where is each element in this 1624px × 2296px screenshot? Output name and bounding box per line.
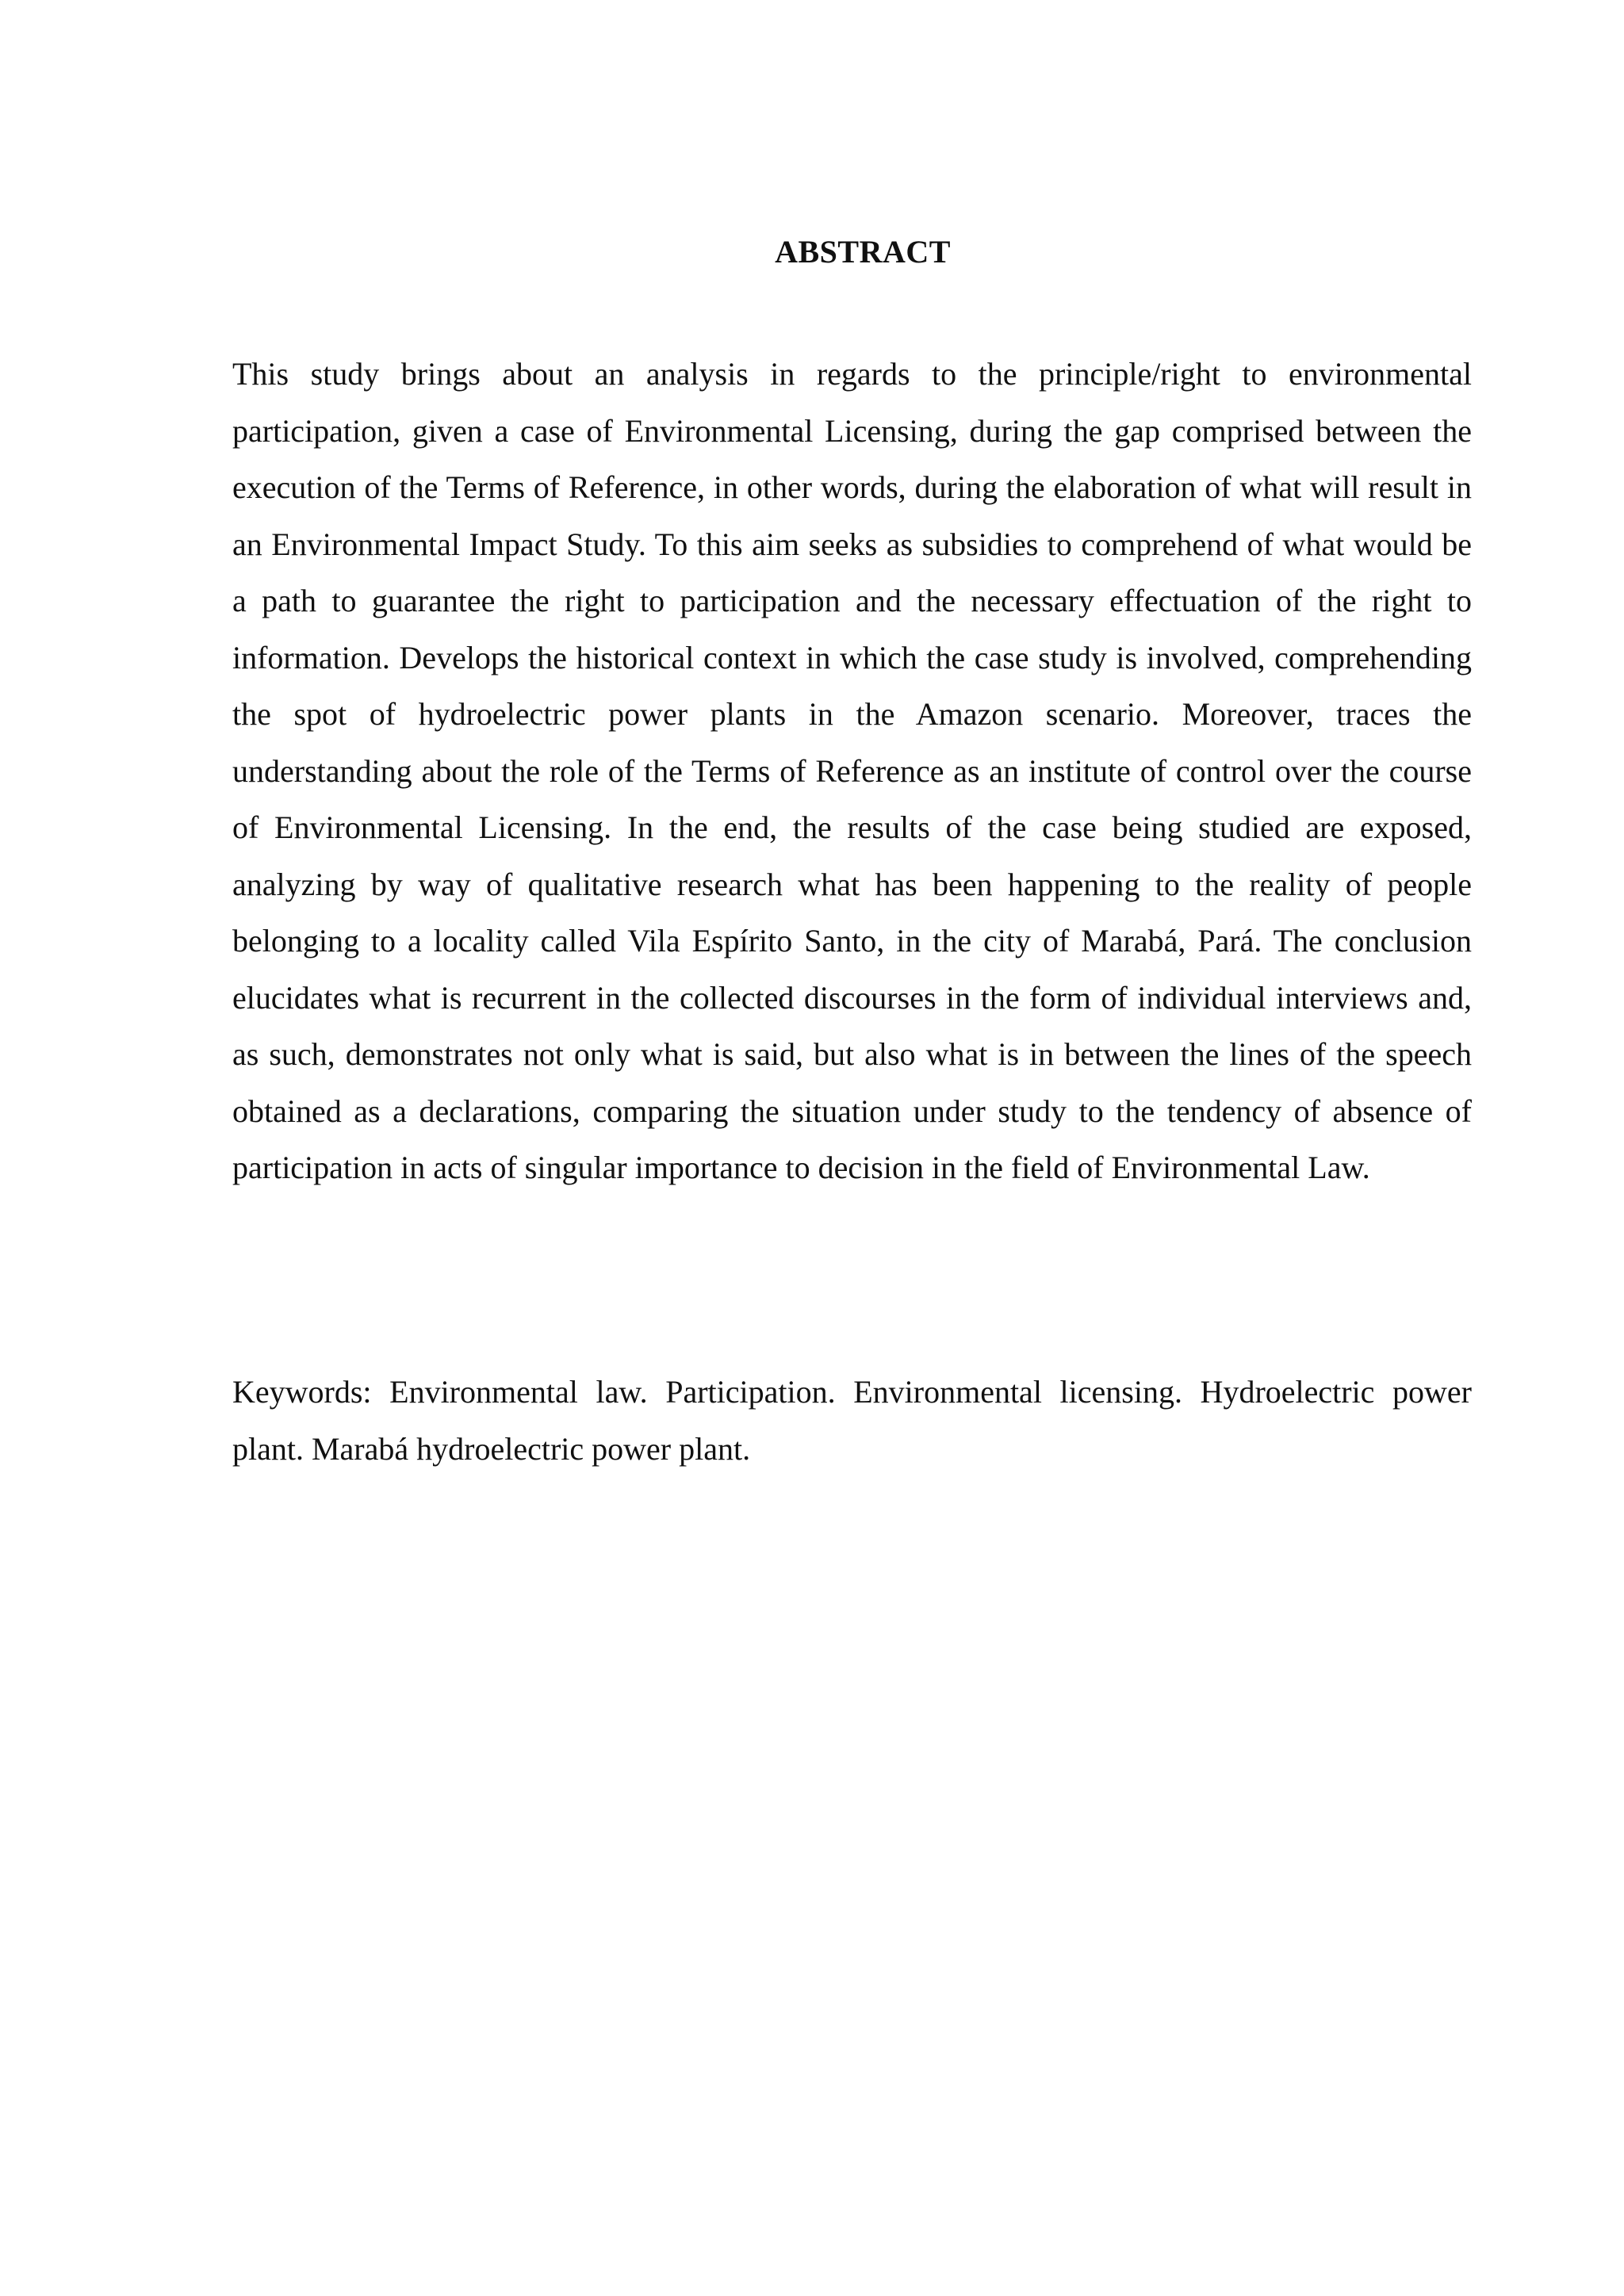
abstract-heading: ABSTRACT xyxy=(775,234,951,270)
abstract-body: This study brings about an analysis in regards to the principle/right to environmental participation, given a case of Environmental Licensing, during the gap comprised between the execution of the Terms of Reference, in other words, during the elaboration of what will result in an Environmental Impact Study. To this aim seeks as subsidies to comprehend of what would be a path to guarantee the right to participation and the necessary effectuation of the right to information. Develops the historical context in which the case study is involved, comprehending the spot of hydroelectric power plants in the Amazon scenario. Moreover, traces the understanding about the role of the Terms of Reference as an institute of control over the course of Environmental Licensing. In the end, the results of the case being studied are exposed, analyzing by way of qualitative research what has been happening to the reality of people belonging to a locality called Vila Espírito Santo, in the city of Marabá, Pará. The conclusion elucidates what is recurrent in the collected discourses in the form of individual interviews and, as such, demonstrates not only what is said, but also what is in between the lines of the speech obtained as a declarations, comparing the situation under study to the tendency of absence of participation in acts of singular importance to decision in the field of Environmental Law. xyxy=(232,356,1472,1185)
keywords-paragraph: Keywords: Environmental law. Participation. Environmental licensing. Hydroelectric power plant. Marabá hydroelectric power plant. xyxy=(232,1374,1472,1467)
